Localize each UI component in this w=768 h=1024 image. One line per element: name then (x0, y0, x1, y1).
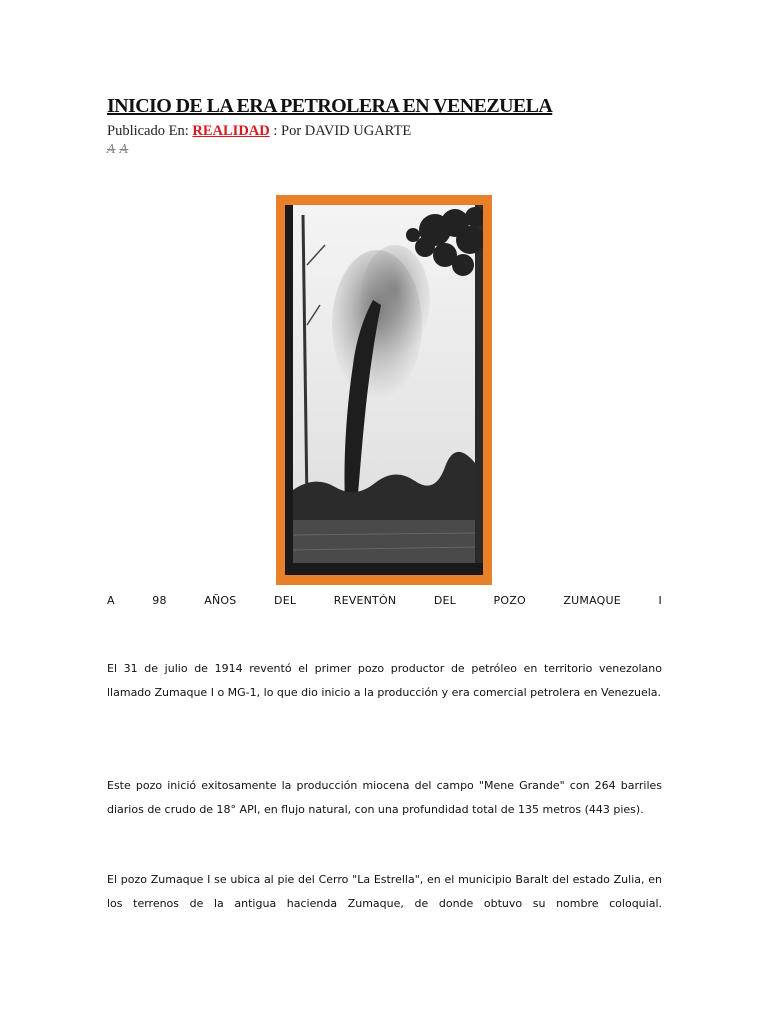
font-decrease-icon[interactable]: A (107, 142, 116, 156)
headline-word: A (107, 594, 115, 607)
headline-word: 98 (152, 594, 167, 607)
section-headline (107, 594, 662, 607)
paragraph-3: El pozo Zumaque I se ubica al pie del Cerro "La Estrella", en el municipio Baralt del estado Zulia, en los terrenos de la antigua hacienda Zumaque, de donde obtuvo su nombre coloquial. (107, 873, 662, 910)
headline-word: ZUMAQUE (563, 594, 621, 607)
oil-well-photo-frame (276, 195, 492, 585)
paragraph-1: El 31 de julio de 1914 reventó el primer pozo productor de petróleo en territorio venezolano llamado Zumaque I o MG-1, lo que dio inicio a la producción y era comercial petrolera en Venezuela. (107, 662, 662, 699)
headline-word: DEL (274, 594, 297, 607)
headline-word: AÑOS (204, 594, 237, 607)
headline-word: REVENTÓN (333, 594, 397, 607)
headline-word: I (658, 594, 662, 607)
byline (107, 123, 411, 140)
headline-word: DEL (433, 594, 456, 607)
font-increase-icon[interactable]: A (119, 142, 129, 156)
paragraph-2: Este pozo inició exitosamente la producción miocena del campo "Mene Grande" con 264 barriles diarios de crudo de 18° API, en flujo natural, con una profundidad total de 135 metros (443 pies). (107, 779, 662, 816)
article-title: INICIO DE LA ERA PETROLERA EN VENEZUELA (107, 95, 553, 117)
headline-word: POZO (493, 594, 526, 607)
byline-prefix: Publicado En: (107, 123, 193, 139)
font-size-controls (107, 142, 128, 156)
oil-gusher-photo (285, 205, 483, 575)
byline-author: : Por DAVID UGARTE (269, 123, 412, 139)
category-link[interactable]: REALIDAD (192, 123, 270, 139)
